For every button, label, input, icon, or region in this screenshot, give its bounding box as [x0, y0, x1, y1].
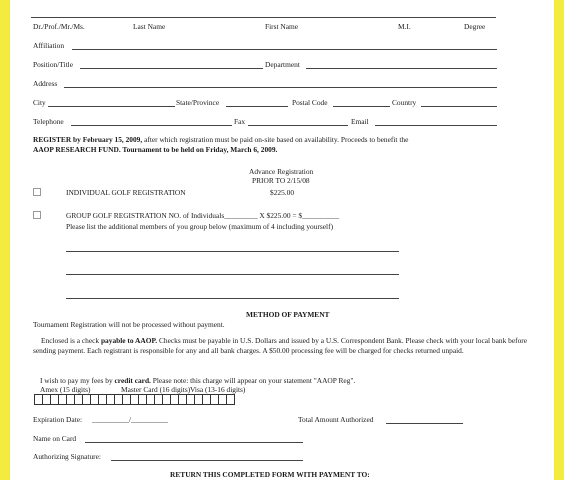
amex-label: Amex (15 digits) [40, 385, 91, 394]
method-of-payment-heading: METHOD OF PAYMENT [246, 310, 330, 319]
telephone-field[interactable] [71, 125, 232, 126]
position-title-label: Position/Title [33, 60, 73, 69]
title-label: Dr./Prof./Mr./Ms. [33, 22, 85, 31]
check-payment-text-a: Enclosed is a check [41, 336, 101, 345]
department-label: Department [265, 60, 300, 69]
first-name-label: First Name [265, 22, 299, 31]
credit-card-text-c: Please note: this charge will appear on your statement "AAOP Reg". [150, 376, 356, 385]
name-on-card-label: Name on Card [33, 434, 77, 443]
credit-card-line [40, 376, 355, 385]
name-on-card-field[interactable] [85, 442, 303, 443]
card-digit-box[interactable] [226, 394, 235, 405]
telephone-label: Telephone [33, 117, 64, 126]
visa-label: Visa (13-16 digits) [190, 385, 246, 394]
city-field[interactable] [48, 106, 175, 107]
check-payable-to: payable to AAOP. [100, 336, 158, 345]
email-label: Email [351, 117, 369, 126]
group-registration-label: GROUP GOLF REGISTRATION NO. of Individuals_________ X $225.00 = $__________ [66, 211, 340, 220]
total-amount-label: Total Amount Authorized [298, 415, 374, 424]
group-member-line-3[interactable] [66, 298, 399, 299]
country-field[interactable] [421, 106, 497, 107]
group-members-note: Please list the additional members of you group below (maximum of 4 including yourself) [66, 222, 334, 231]
check-payment-text-c: Checks must be payable in U.S. Dollars and issued by a U.S. Correspondent Bank. Please check with your local bank before sending payment. Each registrant is responsible for any and all bank charges. A $50.00 processing fee will be charged for checks returned unpaid. [33, 336, 528, 355]
total-amount-field[interactable] [386, 423, 463, 424]
payment-required-note: Tournament Registration will not be processed without payment. [33, 320, 225, 329]
department-field[interactable] [306, 68, 497, 69]
register-deadline-bold: REGISTER by February 15, 2009, [33, 135, 143, 144]
register-deadline-line2: AAOP RESEARCH FUND. Tournament to be held on Friday, March 6, 2009. [33, 145, 278, 154]
advance-registration-date: PRIOR TO 2/15/08 [252, 176, 310, 185]
email-field[interactable] [375, 125, 497, 126]
affiliation-field[interactable] [72, 49, 497, 50]
credit-card-text-a: I wish to pay my fees by [40, 376, 115, 385]
return-form-heading: RETURN THIS COMPLETED FORM WITH PAYMENT TO: [170, 470, 370, 479]
authorizing-signature-field[interactable] [111, 460, 303, 461]
check-payment-paragraph [33, 336, 528, 355]
register-deadline-rest: after which registration must be paid on-site based on availability. Proceeds to benefit the [142, 135, 409, 144]
position-title-field[interactable] [80, 68, 263, 69]
fax-field[interactable] [248, 125, 348, 126]
fax-label: Fax [234, 117, 246, 126]
state-province-field[interactable] [226, 106, 288, 107]
affiliation-label: Affiliation [33, 41, 65, 50]
middle-initial-label: M.I. [398, 22, 411, 31]
mastercard-label: Master Card (16 digits) [121, 385, 191, 394]
individual-registration-checkbox[interactable] [33, 188, 41, 196]
address-field[interactable] [64, 87, 497, 88]
authorizing-signature-label: Authorizing Signature: [33, 452, 101, 461]
registration-form-page [10, 0, 554, 480]
credit-card-bold: credit card. [114, 376, 151, 385]
country-label: Country [392, 98, 417, 107]
group-registration-checkbox[interactable] [33, 211, 41, 219]
advance-registration-label: Advance Registration [249, 167, 314, 176]
postal-code-label: Postal Code [292, 98, 328, 107]
address-label: Address [33, 79, 58, 88]
last-name-label: Last Name [133, 22, 166, 31]
group-member-line-1[interactable] [66, 251, 399, 252]
register-deadline-line1 [33, 135, 408, 144]
group-member-line-2[interactable] [66, 274, 399, 275]
individual-registration-label: INDIVIDUAL GOLF REGISTRATION [66, 188, 186, 197]
name-line[interactable] [31, 17, 496, 18]
individual-registration-price: $225.00 [270, 188, 295, 197]
expiration-date-label: Expiration Date: [33, 415, 83, 424]
city-label: City [33, 98, 46, 107]
degree-label: Degree [464, 22, 486, 31]
expiration-date-field[interactable]: __________/__________ [92, 415, 168, 424]
state-province-label: State/Province [176, 98, 220, 107]
postal-code-field[interactable] [333, 106, 390, 107]
